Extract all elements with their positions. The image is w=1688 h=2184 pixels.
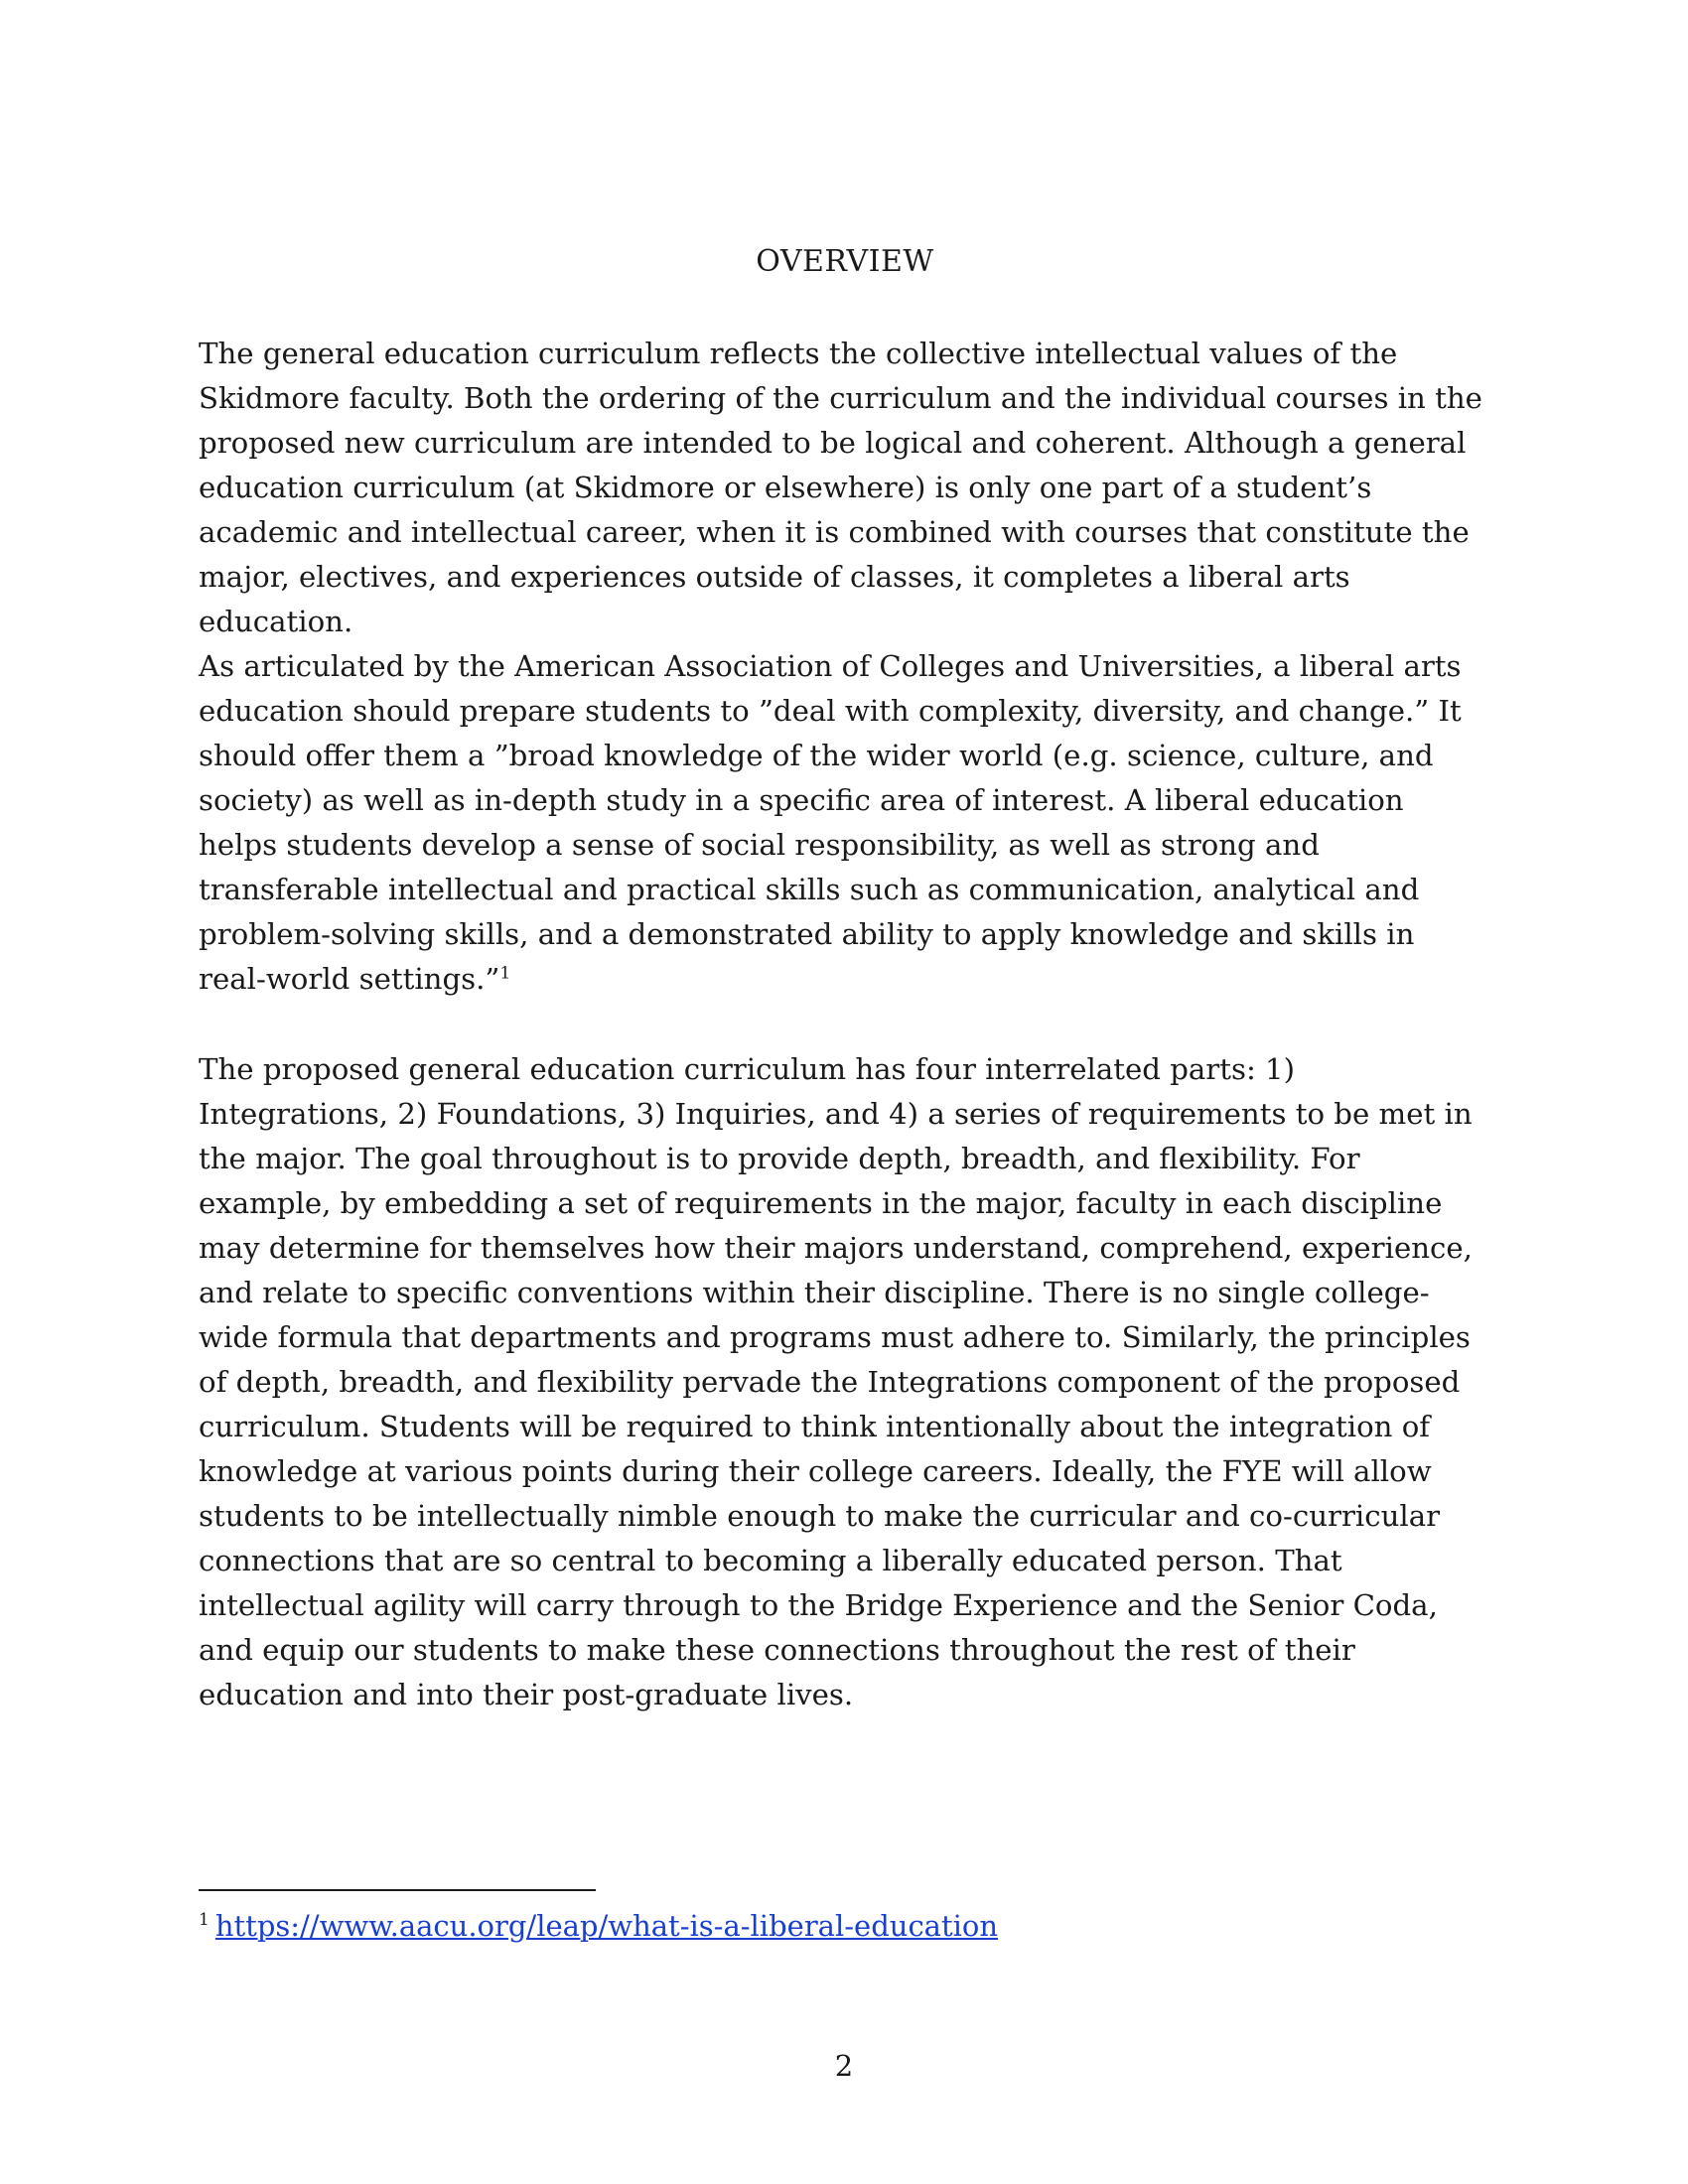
paragraph-3: The proposed general education curriculum has four interrelated parts: 1) Integrations, 2) Foundations, 3) Inquiries, and 4) a series of requirements to be met in the major. The goal throughout is to provide depth, breadth, and flexibility. For example, by embedding a set of requirements in the major, faculty in each discipline may determine for themselves how their majors understand, comprehend, experience, and relate to specific conventions within their discipline. There is no single college-wide formula that departments and programs must adhere to. Similarly, the principles of depth, breadth, and flexibility pervade the Integrations component of the proposed curriculum. Students will be required to think intentionally about the integration of knowledge at various points during their college careers. Ideally, the FYE will allow students to be intellectually nimble enough to make the curricular and co-curricular connections that are so central to becoming a liberally educated person. That intellectual agility will carry through to the Bridge Experience and the Senior Coda, and equip our students to make these connections throughout the rest of their education and into their post-graduate lives. [199, 1052, 1473, 1711]
page-title-text: OVERVIEW [756, 244, 934, 279]
footnote-divider [199, 1889, 596, 1891]
footnote-reference[interactable]: 1 [499, 963, 511, 984]
paragraph-1: The general education curriculum reflects the collective intellectual values of the Skidmore faculty. Both the ordering of the curriculum and the individual courses in the proposed new curriculum are intended to be logical and coherent. Although a general education curriculum (at Skidmore or elsewhere) is only one part of a student’s academic and intellectual career, when it is combined with courses that constitute the major, electives, and experiences outside of classes, it completes a liberal arts education. [199, 337, 1482, 638]
paragraph-2-text: As articulated by the American Association of Colleges and Universities, a liberal arts education should prepare students to ”deal with complexity, diversity, and change.” It should offer them a ”broad knowledge of the wider world (e.g. science, culture, and society) as well as in-depth study in a specific area of interest. A liberal education helps students develop a sense of social responsibility, as well as strong and transferable intellectual and practical skills such as communication, analytical and problem-solving skills, and a demonstrated ability to apply knowledge and skills in real-world settings.” [199, 649, 1462, 996]
footnote [199, 1906, 998, 1946]
page-title [0, 244, 1688, 279]
paragraph-2 [199, 644, 1489, 1002]
footnote-link[interactable]: https://www.aacu.org/leap/what-is-a-liberal-education [214, 1909, 999, 1943]
footnote-number: 1 [199, 1910, 210, 1931]
page-number: 2 [834, 2049, 854, 2083]
